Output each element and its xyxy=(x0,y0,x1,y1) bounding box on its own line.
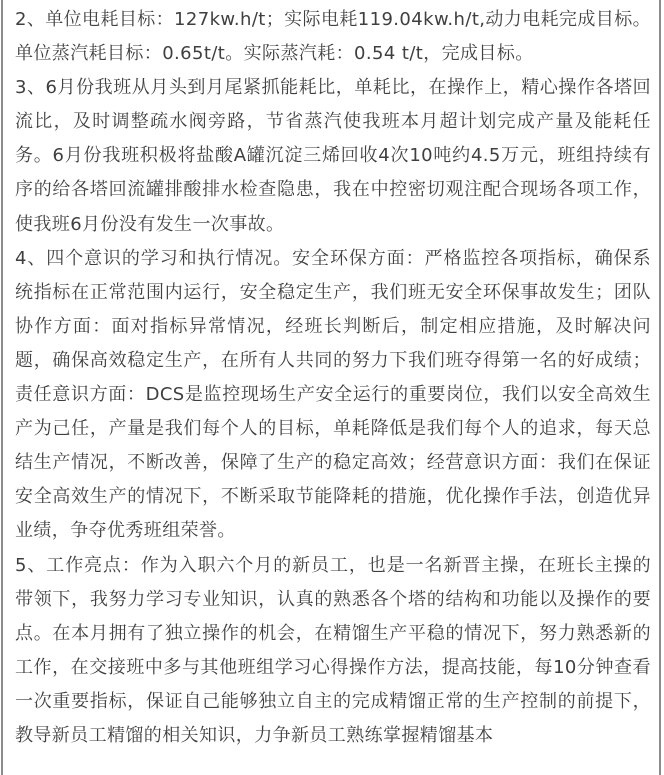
paragraph-energy-targets: 2、单位电耗目标：127kw.h/t；实际电耗119.04kw.h/t,动力电耗完成目标。单位蒸汽耗目标：0.65t/t。实际蒸汽耗：0.54 t/t，完成目标。 xyxy=(15,9,652,65)
document-body xyxy=(3,0,659,753)
document-frame xyxy=(1,0,661,775)
paragraph-june-consumption: 3、6月份我班从月头到月尾紧抓能耗比，单耗比，在操作上，精心操作各塔回流比，及时调整疏水阀旁路，节省蒸汽使我班本月超计划完成产量及能耗任务。6月份我班积极将盐酸A罐沉淀三烯回收4次10吨约4.5万元，班组持续有序的给各塔回流罐排酸排水检查隐患，我在中控密切观注配合现场各项工作，使我班6月份没有发生一次事故。 xyxy=(15,77,651,235)
paragraph-work-highlights: 5、工作亮点：作为入职六个月的新员工，也是一名新晋主操，在班长主操的带领下，我努力学习专业知识，认真的熟悉各个塔的结构和功能以及操作的要点。在本月拥有了独立操作的机会，在精馏生产平稳的情况下，努力熟悉新的工作，在交接班中多与其他班组学习心得操作方法，提高技能，每10分钟查看一次重要指标，保证自己能够独立自主的完成精馏正常的生产控制的前提下，教导新员工精馏的相关知识，力争新员工熟练掌握精馏基本 xyxy=(15,554,651,746)
paragraph-four-awareness: 4、四个意识的学习和执行情况。安全环保方面：严格监控各项指标，确保系统指标在正常范围内运行，安全稳定生产，我们班无安全环保事故发生；团队协作方面：面对指标异常情况，经班长判断后，制定相应措施，及时解决问题，确保高效稳定生产，在所有人共同的努力下我们班夺得第一名的好成绩；责任意识方面：DCS是监控现场生产安全运行的重要岗位，我们以安全高效生产为己任，产量是我们每个人的目标，单耗降低是我们每个人的追求，每天总结生产情况，不断改善，保障了生产的稳定高效；经营意识方面：我们在保证安全高效生产的情况下，不断采取节能降耗的措施，优化操作手法，创造优异业绩，争夺优秀班组荣誉。 xyxy=(15,247,651,542)
